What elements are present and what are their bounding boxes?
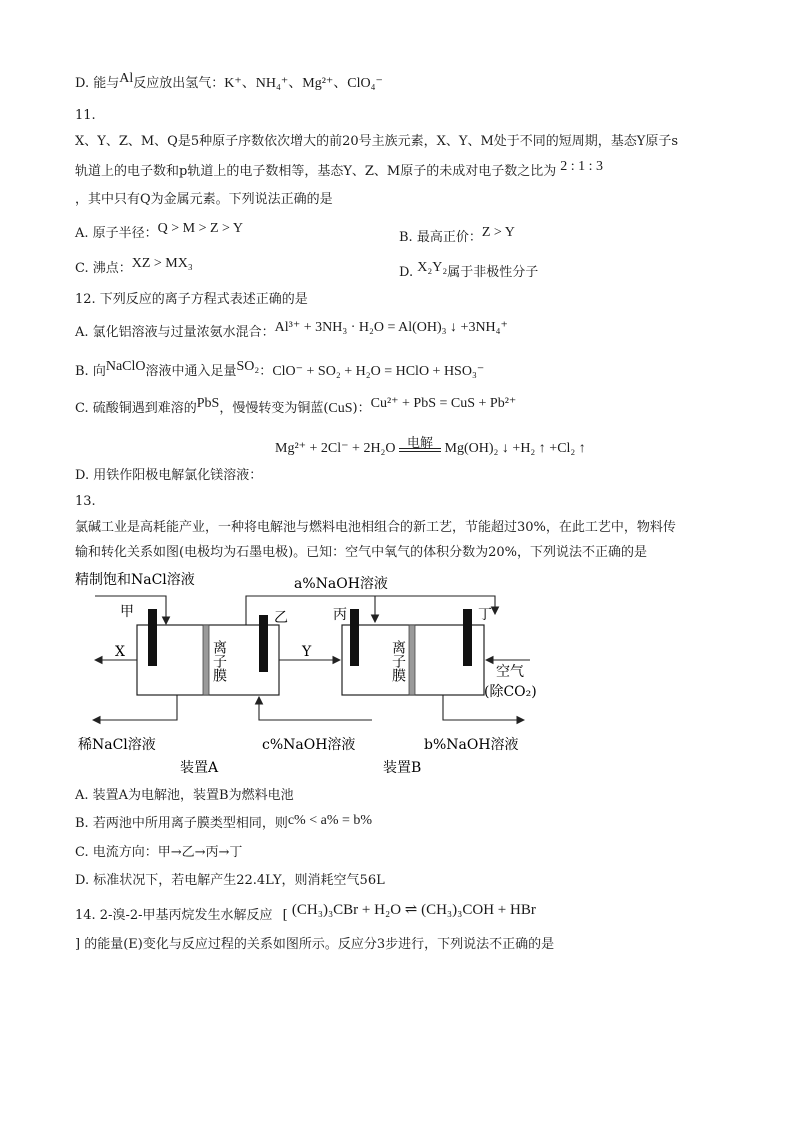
dilute-nacl-out [93, 695, 177, 720]
label-membrane-a: 离子膜 [211, 640, 227, 682]
label-membrane-b: 离子膜 [390, 640, 406, 682]
q12-optb-naclo: NaClO [105, 359, 146, 374]
q12-optb-pre: B. 向 [75, 364, 106, 379]
label-y: Y [302, 644, 312, 660]
q12-optd-eq-right: Mg(OH)₂ ↓ +H₂ ↑ +Cl₂ ↑ [444, 441, 586, 456]
q11-optd-expr: X₂Y₂ [417, 260, 448, 275]
q14-stem-line2: ] 的能量(E)变化与反应过程的关系如图所示。反应分3步进行，下列说法不正确的是 [75, 937, 555, 952]
q13-optb-expr: c% < a% = b% [287, 813, 373, 828]
label-dilute-nacl: 稀NaCl溶液 [78, 737, 156, 753]
q12-optb-mid: 溶液中通入足量 [145, 364, 237, 379]
label-ding: 丁 [478, 607, 492, 623]
q14-bracket-open: [ [282, 908, 288, 923]
q11-stem-line2-text: 轨道上的电子数和p轨道上的电子数相等，基态Y、Z、M原子的未成对电子数之比为 [75, 164, 557, 179]
electrode-ding [463, 609, 472, 666]
q12-optb-eq: ClO⁻ + SO₂ + H₂O = HClO + HSO₃⁻ [272, 364, 485, 379]
q11-optb-label: B. 最高正价： [399, 230, 482, 245]
label-b-naoh: b%NaOH溶液 [424, 737, 519, 753]
membrane-a [203, 625, 209, 695]
q11-opta-expr: Q > M > Z > Y [157, 221, 244, 236]
q11-optd-suffix: 属于非极性分子 [447, 265, 539, 280]
q11-option-b [399, 226, 515, 246]
q12-optd-eq-left: Mg²⁺ + 2Cl⁻ + 2H₂O [275, 441, 396, 456]
q12-optc-pre: C. 硫酸铜遇到难溶的 [75, 401, 197, 416]
electrode-bing [350, 609, 359, 666]
q12-stem: 12. 下列反应的离子方程式表述正确的是 [75, 292, 308, 307]
q13-optb-pre: B. 若两池中所用离子膜类型相同，则 [75, 816, 288, 831]
q12-optc-eq: Cu²⁺ + PbS = CuS + Pb²⁺ [370, 396, 517, 411]
label-feed-nacl: 精制饱和NaCl溶液 [75, 572, 195, 588]
q10-optd-ions: K⁺、NH₄⁺、Mg²⁺、ClO₄⁻ [224, 76, 383, 91]
c-naoh-in [259, 697, 372, 720]
q12-opta-label: A. 氯化铝溶液与过量浓氨水混合： [75, 325, 275, 340]
q14-stem-pre: 14. 2-溴-2-甲基丙烷发生水解反应 [75, 908, 273, 923]
q11-optb-expr: Z > Y [481, 225, 515, 240]
q12-optb-so2: SO₂ [236, 359, 260, 374]
q13-option-b [75, 813, 373, 833]
q12-optc-close: )： [352, 401, 371, 416]
electrolysis-diagram [0, 565, 794, 780]
electrode-jia [148, 609, 157, 666]
q13-option-d: D. 标准状况下，若电解产生22.4LY，则消耗空气56L [75, 873, 385, 888]
label-naoh-a: a%NaOH溶液 [294, 576, 388, 592]
q13-option-c: C. 电流方向：甲→乙→丙→丁 [75, 845, 243, 860]
membrane-b [409, 625, 415, 695]
q10-optd-mid: 反应放出氢气： [133, 76, 225, 91]
q10-optd-prefix: D. 能与 [75, 76, 120, 91]
q10-optd-al: Al [119, 71, 134, 86]
label-device-a: 装置A [180, 760, 219, 776]
q12-optc-cus: CuS [328, 401, 353, 416]
label-c-naoh: c%NaOH溶液 [262, 737, 356, 753]
q12-opta-eq: Al³⁺ + 3NH₃ · H₂O = Al(OH)₃ ↓ +3NH₄⁺ [274, 320, 508, 335]
q14-stem-line1 [75, 902, 536, 924]
q11-optc-expr: XZ > MX₃ [131, 256, 193, 271]
q12-optd-eq-arrow [399, 436, 441, 457]
q11-optc-label: C. 沸点： [75, 261, 132, 276]
q12-option-b [75, 359, 485, 381]
q12-optc-pbs: PbS [196, 396, 220, 411]
q14-equation: (CH₃)₃CBr + H₂O ⇌ (CH₃)₃COH + HBr [291, 902, 536, 918]
q12-optd-eq-cond: 电解 [407, 436, 434, 451]
q13-stem-line2: 输和转化关系如图(电极均为石墨电极)。已知：空气中氧气的体积分数为20%，下列说法不正确的是 [75, 545, 648, 560]
label-air: 空气 [496, 664, 524, 680]
q13-stem-line1: 氯碱工业是高耗能产业，一种将电解池与燃料电池相组合的新工艺，节能超过30%，在此工艺中，物料传 [75, 520, 676, 535]
q11-option-c [75, 256, 193, 278]
q12-optd-equation [275, 436, 586, 457]
q13-option-a: A. 装置A为电解池，装置B为燃料电池 [75, 788, 294, 803]
electrode-yi [259, 615, 268, 672]
q11-ratio: 2 : 1 : 3 [560, 159, 604, 174]
q10-option-d [75, 71, 383, 93]
q11-optd-label: D. [399, 265, 414, 280]
q12-option-d: D. 用铁作阳极电解氯化镁溶液： [75, 468, 263, 483]
q11-opta-label: A. 原子半径： [75, 226, 158, 241]
q11-stem-line2 [75, 159, 604, 181]
q11-option-a [75, 221, 244, 243]
label-air-note: (除CO₂) [484, 684, 537, 700]
label-jia: 甲 [120, 604, 134, 620]
label-bing: 丙 [333, 607, 347, 623]
q11-number: 11. [75, 108, 96, 123]
q12-option-a [75, 320, 508, 342]
label-x: X [115, 644, 125, 660]
q12-optc-mid: ，慢慢转变为铜蓝( [219, 401, 329, 416]
q11-stem-line3: ，其中只有Q为金属元素。下列说法正确的是 [75, 192, 333, 207]
label-yi: 乙 [274, 610, 288, 626]
q12-optb-colon: ： [259, 364, 273, 379]
q13-number: 13. [75, 494, 96, 509]
q11-stem-line1: X、Y、Z、M、Q是5种原子序数依次增大的前20号主族元素，X、Y、M处于不同的短周期，基态Y原子s [75, 134, 679, 149]
q11-option-d [399, 261, 538, 281]
label-device-b: 装置B [383, 760, 422, 776]
q12-option-c [75, 396, 517, 418]
